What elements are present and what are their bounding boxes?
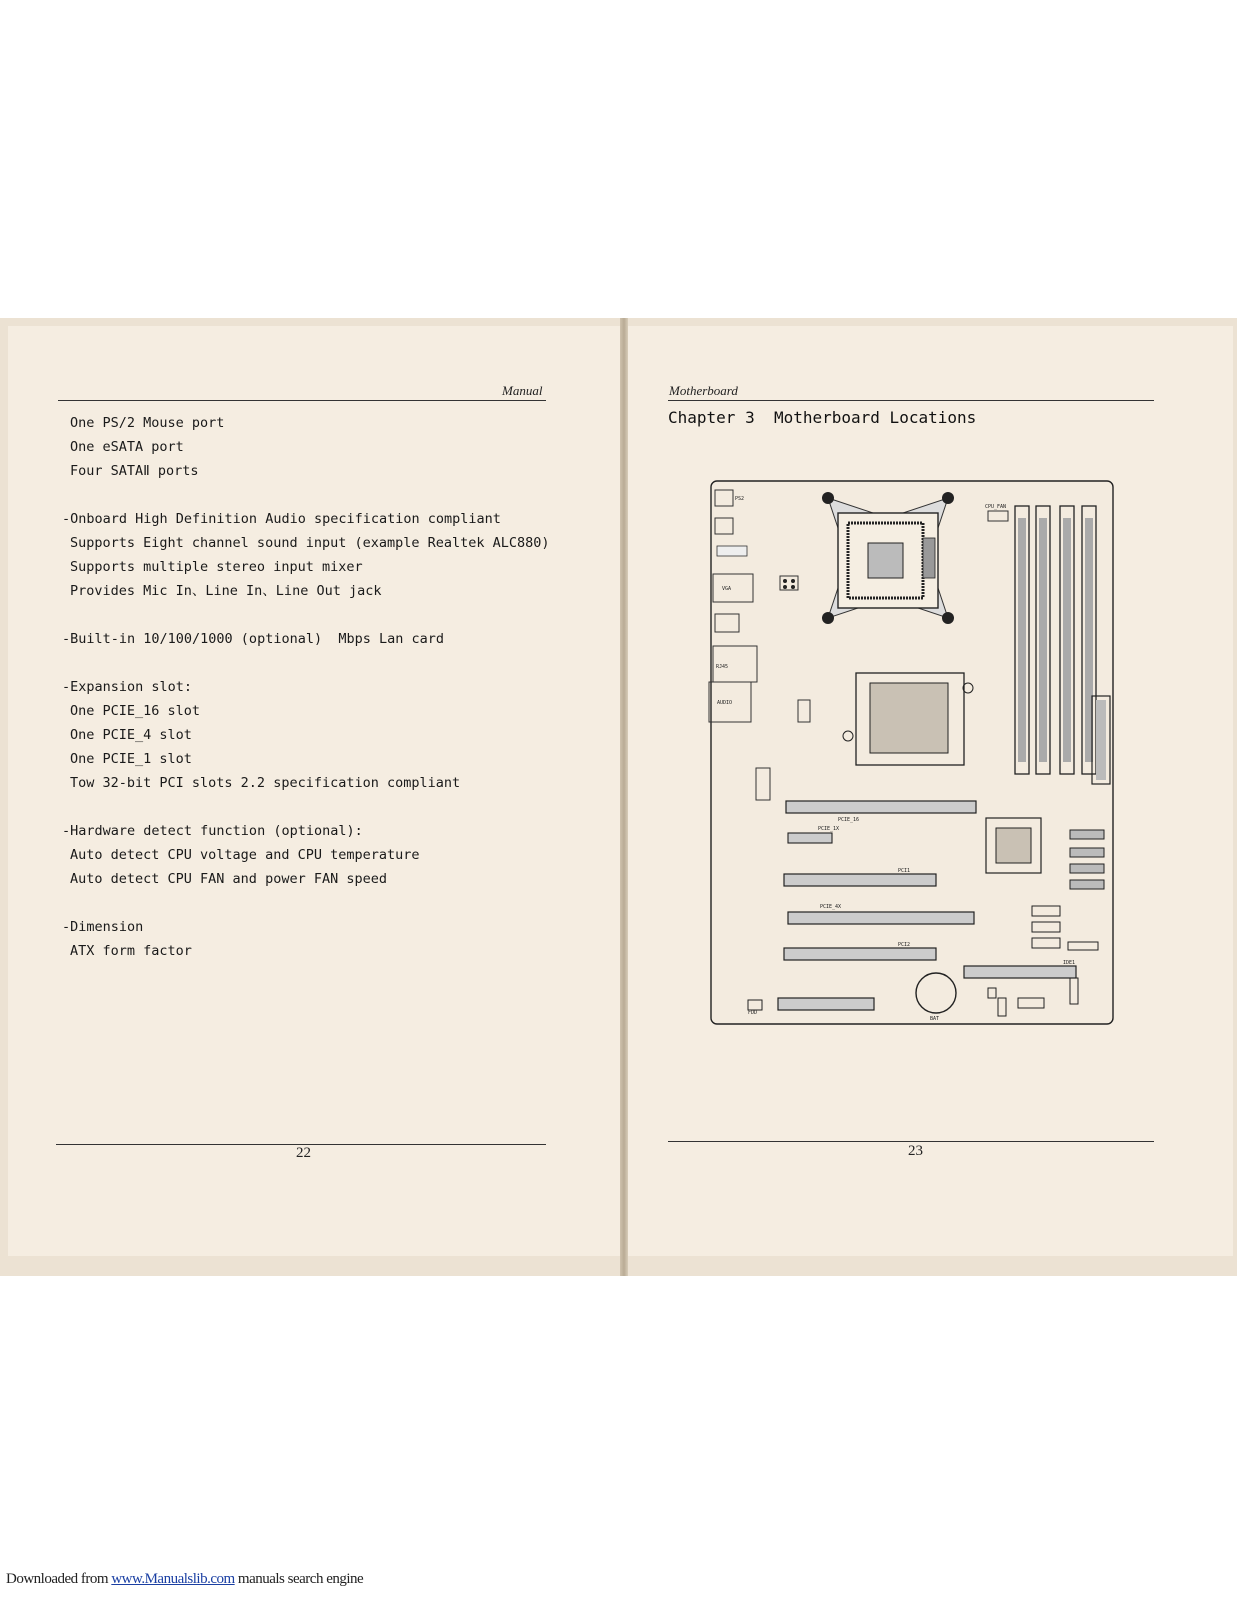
svg-text:AUDIO: AUDIO bbox=[717, 700, 733, 706]
ide-connector bbox=[964, 966, 1076, 978]
spec-line: Four SATAⅡ ports bbox=[70, 463, 199, 479]
footer-suffix: manuals search engine bbox=[234, 1571, 364, 1587]
svg-text:PCI1: PCI1 bbox=[898, 868, 911, 874]
chapter-title: Chapter 3 Motherboard Locations bbox=[668, 408, 977, 427]
pcie4-slot bbox=[788, 912, 974, 924]
left-page bbox=[8, 326, 620, 1256]
motherboard-layout-diagram bbox=[708, 478, 1118, 1028]
spec-line bbox=[62, 603, 550, 627]
page-header: Motherboard bbox=[669, 383, 738, 398]
spec-line: Provides Mic In、Line In、Line Out jack bbox=[70, 583, 382, 599]
spec-line: Supports Eight channel sound input (example Realtek ALC880) bbox=[70, 535, 550, 551]
spec-line: -Onboard High Definition Audio specification compliant bbox=[62, 511, 501, 527]
spec-line: One PCIE_4 slot bbox=[70, 727, 192, 743]
footer-rule bbox=[668, 1141, 1154, 1142]
page-number: 22 bbox=[296, 1145, 311, 1161]
spec-line: ATX form factor bbox=[70, 943, 192, 959]
spec-line: -Built-in 10/100/1000 (optional) Mbps Lan card bbox=[62, 631, 445, 647]
svg-text:FDD: FDD bbox=[748, 1010, 758, 1016]
spec-line: One PCIE_16 slot bbox=[70, 703, 201, 719]
download-footer bbox=[6, 1571, 363, 1588]
spec-line: One PCIE_1 slot bbox=[70, 751, 192, 767]
spec-line: Tow 32-bit PCI slots 2.2 specification compliant bbox=[70, 775, 461, 791]
spec-line: Supports multiple stereo input mixer bbox=[70, 559, 363, 575]
spec-line: One PS/2 Mouse port bbox=[70, 415, 225, 431]
spec-line: -Hardware detect function (optional): bbox=[62, 823, 363, 839]
svg-text:PCIE_1X: PCIE_1X bbox=[818, 826, 840, 832]
sata-port bbox=[1070, 880, 1104, 889]
svg-text:IDE1: IDE1 bbox=[1063, 960, 1076, 966]
pci2-slot bbox=[784, 948, 936, 960]
header-rule bbox=[668, 400, 1154, 401]
svg-text:PCIE_4X: PCIE_4X bbox=[820, 904, 842, 910]
spec-line: One eSATA port bbox=[70, 439, 184, 455]
spec-line bbox=[62, 795, 550, 819]
spec-line: -Dimension bbox=[62, 919, 144, 935]
svg-text:VGA: VGA bbox=[722, 586, 732, 592]
header-rule bbox=[58, 400, 546, 401]
spec-line: Auto detect CPU voltage and CPU temperature bbox=[70, 847, 420, 863]
book-spread bbox=[0, 318, 1237, 1276]
page-number: 23 bbox=[908, 1143, 923, 1159]
svg-text:PCIE_16: PCIE_16 bbox=[838, 817, 860, 823]
spec-line bbox=[62, 891, 550, 915]
spec-list bbox=[62, 411, 550, 963]
spec-line: -Expansion slot: bbox=[62, 679, 193, 695]
sata-port bbox=[1070, 830, 1104, 839]
book-gutter bbox=[620, 318, 628, 1276]
pci1-slot bbox=[784, 874, 936, 886]
svg-text:PS2: PS2 bbox=[735, 496, 745, 502]
pcie16-slot bbox=[786, 801, 976, 813]
footer-prefix: Downloaded from bbox=[6, 1571, 112, 1587]
floppy-connector bbox=[778, 998, 874, 1010]
spec-line: Auto detect CPU FAN and power FAN speed bbox=[70, 871, 387, 887]
sata-port bbox=[1070, 864, 1104, 873]
right-page bbox=[628, 326, 1233, 1256]
sata-port bbox=[1070, 848, 1104, 857]
spec-line bbox=[62, 483, 550, 507]
svg-text:RJ45: RJ45 bbox=[716, 664, 729, 670]
spec-line bbox=[62, 651, 550, 675]
svg-text:BAT: BAT bbox=[930, 1016, 940, 1022]
svg-text:CPU_FAN: CPU_FAN bbox=[985, 504, 1007, 510]
svg-text:PCI2: PCI2 bbox=[898, 942, 911, 948]
page-header: Manual bbox=[502, 383, 543, 398]
manualslib-link[interactable]: www.Manualslib.com bbox=[111, 1571, 235, 1587]
pcie1-slot bbox=[788, 833, 832, 843]
